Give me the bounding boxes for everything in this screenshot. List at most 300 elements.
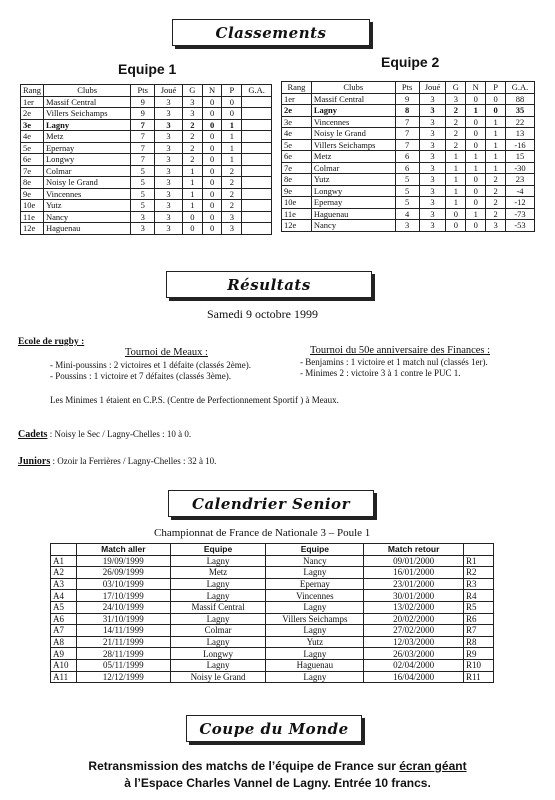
cell-pts: 5 xyxy=(395,197,419,209)
column-header: Clubs xyxy=(311,82,395,94)
ecole-de-rugby-label: Ecole de rugby : xyxy=(18,337,85,347)
cell-ga: -16 xyxy=(506,139,535,151)
coupe-du-monde-title: Coupe du Monde xyxy=(199,719,349,738)
cell-pts: 3 xyxy=(131,211,155,223)
cell-retour: 16/01/2000 xyxy=(364,567,464,579)
cell-n: 0 xyxy=(466,139,486,151)
cell-club: Villers Seichamps xyxy=(43,108,130,120)
cell-pts: 7 xyxy=(395,139,419,151)
cell-eq1: Lagny xyxy=(170,659,266,671)
cell-joue: 3 xyxy=(419,174,446,186)
table-row xyxy=(282,162,535,174)
cell-club: Nancy xyxy=(43,211,130,223)
table-row xyxy=(282,139,535,151)
cell-pts: 6 xyxy=(395,151,419,163)
juniors-result xyxy=(18,456,216,467)
column-header: Match aller xyxy=(76,544,170,556)
footer-line-2: à l’Espace Charles Vannel de Lagny. Entrée 10 francs. xyxy=(124,776,431,790)
cell-pts: 7 xyxy=(131,142,155,154)
cell-a: A3 xyxy=(51,578,77,590)
table-row xyxy=(21,131,272,143)
cadets-label: Cadets xyxy=(18,429,48,440)
cell-rang: 4e xyxy=(21,131,44,143)
cell-r: R4 xyxy=(464,590,494,602)
cell-retour: 02/04/2000 xyxy=(364,659,464,671)
cell-rang: 1er xyxy=(21,96,44,108)
cell-rang: 11e xyxy=(21,211,44,223)
cell-n: 0 xyxy=(466,93,486,105)
column-header: G xyxy=(182,85,202,97)
cell-pts: 4 xyxy=(395,208,419,220)
cell-g: 1 xyxy=(446,185,466,197)
cell-joue: 3 xyxy=(155,142,183,154)
tournoi-meaux-title: Tournoi de Meaux : xyxy=(125,347,208,358)
cell-club: Colmar xyxy=(311,162,395,174)
cell-rang: 9e xyxy=(21,188,44,200)
column-header: Rang xyxy=(21,85,44,97)
cell-aller: 17/10/1999 xyxy=(76,590,170,602)
cell-n: 0 xyxy=(202,165,222,177)
footer-announcement xyxy=(10,758,545,792)
cell-joue: 3 xyxy=(155,96,183,108)
cell-ga xyxy=(242,131,272,143)
cell-r: R11 xyxy=(464,671,494,683)
table-row xyxy=(21,223,272,235)
table-row xyxy=(282,105,535,117)
resultats-title: Résultats xyxy=(227,275,311,294)
column-header: Match retour xyxy=(364,544,464,556)
cell-pts: 7 xyxy=(131,119,155,131)
cell-p: 2 xyxy=(222,177,242,189)
cell-ga xyxy=(242,154,272,166)
cell-g: 1 xyxy=(446,162,466,174)
table-row xyxy=(51,613,494,625)
cell-club: Lagny xyxy=(311,105,395,117)
cell-ga xyxy=(242,200,272,212)
cell-g: 2 xyxy=(182,154,202,166)
cell-r: R9 xyxy=(464,648,494,660)
cell-p: 1 xyxy=(486,139,506,151)
column-header: Rang xyxy=(282,82,312,94)
table-row xyxy=(51,601,494,613)
cell-retour: 09/01/2000 xyxy=(364,555,464,567)
cell-joue: 3 xyxy=(419,197,446,209)
minimes-note: Les Minimes 1 étaient en C.P.S. (Centre de Perfectionnement Sportif ) à Meaux. xyxy=(50,395,339,405)
cell-p: 1 xyxy=(486,116,506,128)
cell-pts: 7 xyxy=(395,128,419,140)
cell-retour: 26/03/2000 xyxy=(364,648,464,660)
cadets-result xyxy=(18,429,191,440)
cell-ga xyxy=(242,108,272,120)
table-row xyxy=(282,208,535,220)
table-row xyxy=(282,185,535,197)
cell-eq2: Vincennes xyxy=(266,590,364,602)
table-row xyxy=(51,636,494,648)
classements-banner xyxy=(172,19,370,46)
cell-n: 0 xyxy=(466,185,486,197)
table-row xyxy=(51,625,494,637)
cell-g: 0 xyxy=(446,208,466,220)
table-row xyxy=(282,116,535,128)
cell-pts: 3 xyxy=(395,220,419,232)
cell-g: 1 xyxy=(446,151,466,163)
cell-joue: 3 xyxy=(419,185,446,197)
cell-g: 0 xyxy=(446,220,466,232)
column-header: Equipe xyxy=(170,544,266,556)
cell-joue: 3 xyxy=(419,93,446,105)
cell-aller: 24/10/1999 xyxy=(76,601,170,613)
cell-eq2: Lagny xyxy=(266,671,364,683)
cell-rang: 6e xyxy=(21,154,44,166)
table-row xyxy=(51,555,494,567)
cell-eq2: Lagny xyxy=(266,625,364,637)
cell-rang: 10e xyxy=(282,197,312,209)
cell-club: Noisy le Grand xyxy=(43,177,130,189)
cell-p: 0 xyxy=(486,93,506,105)
cadets-score: : Noisy le Sec / Lagny-Chelles : 10 à 0. xyxy=(47,429,192,439)
cell-n: 1 xyxy=(466,162,486,174)
cell-club: Nancy xyxy=(311,220,395,232)
cell-rang: 8e xyxy=(21,177,44,189)
cell-ga: -73 xyxy=(506,208,535,220)
cell-ga: -30 xyxy=(506,162,535,174)
cell-eq1: Longwy xyxy=(170,648,266,660)
cell-rang: 1er xyxy=(282,93,312,105)
cell-a: A2 xyxy=(51,567,77,579)
cell-a: A6 xyxy=(51,613,77,625)
cell-r: R2 xyxy=(464,567,494,579)
cell-g: 2 xyxy=(446,116,466,128)
table-row xyxy=(21,119,272,131)
cell-r: R3 xyxy=(464,578,494,590)
cell-joue: 3 xyxy=(155,154,183,166)
cell-pts: 5 xyxy=(395,174,419,186)
cell-rang: 8e xyxy=(282,174,312,186)
table-row xyxy=(21,200,272,212)
cell-n: 1 xyxy=(466,151,486,163)
table-header-row xyxy=(21,85,272,97)
table-row xyxy=(21,177,272,189)
cell-eq2: Lagny xyxy=(266,601,364,613)
cell-joue: 3 xyxy=(155,165,183,177)
cell-g: 2 xyxy=(182,131,202,143)
cell-n: 0 xyxy=(466,116,486,128)
cell-r: R1 xyxy=(464,555,494,567)
table-row xyxy=(21,108,272,120)
cell-r: R5 xyxy=(464,601,494,613)
cell-joue: 3 xyxy=(155,177,183,189)
cell-eq1: Lagny xyxy=(170,578,266,590)
equipe1-title: Equipe 1 xyxy=(118,61,177,77)
table-row xyxy=(51,671,494,683)
cell-r: R6 xyxy=(464,613,494,625)
cell-p: 1 xyxy=(222,119,242,131)
column-header: Joué xyxy=(155,85,183,97)
column-header: Equipe xyxy=(266,544,364,556)
cell-a: A10 xyxy=(51,659,77,671)
cell-pts: 5 xyxy=(395,185,419,197)
column-header: Joué xyxy=(419,82,446,94)
cell-ga: 88 xyxy=(506,93,535,105)
cell-club: Villers Seichamps xyxy=(311,139,395,151)
table-row xyxy=(282,151,535,163)
tournoi-meaux-results xyxy=(50,360,251,382)
cell-ga xyxy=(242,188,272,200)
cell-n: 0 xyxy=(202,223,222,235)
championnat-title: Championnat de France de Nationale 3 – Poule 1 xyxy=(154,527,371,539)
cell-g: 2 xyxy=(182,142,202,154)
cell-pts: 5 xyxy=(131,165,155,177)
cell-club: Haguenau xyxy=(43,223,130,235)
cell-p: 1 xyxy=(222,131,242,143)
cell-rang: 7e xyxy=(282,162,312,174)
calendrier-title: Calendrier Senior xyxy=(192,494,350,513)
cell-a: A5 xyxy=(51,601,77,613)
cell-rang: 3e xyxy=(282,116,312,128)
column-header: G.A. xyxy=(506,82,535,94)
cell-aller: 21/11/1999 xyxy=(76,636,170,648)
table-row xyxy=(21,188,272,200)
cell-pts: 8 xyxy=(395,105,419,117)
cell-pts: 7 xyxy=(131,154,155,166)
cell-a: A7 xyxy=(51,625,77,637)
table-row xyxy=(282,93,535,105)
cell-club: Massif Central xyxy=(43,96,130,108)
cell-ga xyxy=(242,211,272,223)
cell-club: Epernay xyxy=(43,142,130,154)
tournoi-finances-title: Tournoi du 50e anniversaire des Finances : xyxy=(310,345,491,356)
cell-aller: 26/09/1999 xyxy=(76,567,170,579)
cell-ga: 35 xyxy=(506,105,535,117)
table-row xyxy=(51,648,494,660)
cell-rang: 5e xyxy=(282,139,312,151)
cell-club: Longwy xyxy=(43,154,130,166)
cell-pts: 5 xyxy=(131,177,155,189)
cell-aller: 05/11/1999 xyxy=(76,659,170,671)
cell-ga xyxy=(242,177,272,189)
cell-p: 0 xyxy=(486,105,506,117)
cell-eq2: Yutz xyxy=(266,636,364,648)
cell-ga xyxy=(242,96,272,108)
cell-n: 0 xyxy=(202,119,222,131)
cell-n: 0 xyxy=(202,177,222,189)
cell-pts: 5 xyxy=(131,200,155,212)
cell-n: 0 xyxy=(466,197,486,209)
cell-retour: 12/03/2000 xyxy=(364,636,464,648)
table-row xyxy=(21,96,272,108)
cell-club: Colmar xyxy=(43,165,130,177)
cell-p: 3 xyxy=(486,220,506,232)
tournoi-finances-results xyxy=(300,357,488,379)
cell-n: 0 xyxy=(202,200,222,212)
table-header-row xyxy=(282,82,535,94)
cell-p: 0 xyxy=(222,108,242,120)
cell-eq2: Lagny xyxy=(266,567,364,579)
classements-title: Classements xyxy=(215,23,327,42)
table-row xyxy=(282,174,535,186)
cell-rang: 11e xyxy=(282,208,312,220)
cell-joue: 3 xyxy=(155,119,183,131)
cell-p: 3 xyxy=(222,211,242,223)
cell-n: 0 xyxy=(466,128,486,140)
cell-retour: 27/02/2000 xyxy=(364,625,464,637)
cell-joue: 3 xyxy=(419,208,446,220)
cell-eq2: Lagny xyxy=(266,648,364,660)
cell-rang: 12e xyxy=(282,220,312,232)
cell-rang: 3e xyxy=(21,119,44,131)
juniors-label: Juniors xyxy=(18,456,51,467)
cell-n: 0 xyxy=(202,211,222,223)
cell-ga: 22 xyxy=(506,116,535,128)
cell-aller: 31/10/1999 xyxy=(76,613,170,625)
cell-g: 3 xyxy=(182,96,202,108)
cell-ga: 13 xyxy=(506,128,535,140)
table-row xyxy=(282,220,535,232)
equipe2-title: Equipe 2 xyxy=(381,54,440,70)
cell-rang: 5e xyxy=(21,142,44,154)
cell-joue: 3 xyxy=(419,105,446,117)
column-header xyxy=(464,544,494,556)
column-header: N xyxy=(202,85,222,97)
cell-eq1: Metz xyxy=(170,567,266,579)
cell-pts: 6 xyxy=(395,162,419,174)
cell-club: Vincennes xyxy=(311,116,395,128)
cell-n: 0 xyxy=(202,188,222,200)
column-header: G.A. xyxy=(242,85,272,97)
cell-g: 2 xyxy=(182,119,202,131)
table-row xyxy=(21,154,272,166)
cell-aller: 14/11/1999 xyxy=(76,625,170,637)
cell-aller: 19/09/1999 xyxy=(76,555,170,567)
cell-eq1: Lagny xyxy=(170,590,266,602)
cell-ga: 15 xyxy=(506,151,535,163)
cell-ga xyxy=(242,165,272,177)
cell-p: 2 xyxy=(222,165,242,177)
cell-rang: 7e xyxy=(21,165,44,177)
cell-eq1: Noisy le Grand xyxy=(170,671,266,683)
cell-joue: 3 xyxy=(419,151,446,163)
cell-g: 0 xyxy=(182,223,202,235)
cell-eq1: Massif Central xyxy=(170,601,266,613)
cell-p: 1 xyxy=(486,151,506,163)
cell-g: 1 xyxy=(182,188,202,200)
cell-pts: 5 xyxy=(131,188,155,200)
cell-club: Massif Central xyxy=(311,93,395,105)
equipe1-standings-table xyxy=(20,84,272,235)
juniors-score: : Ozoir la Ferrières / Lagny-Chelles : 32 à 10. xyxy=(50,456,217,466)
cell-n: 0 xyxy=(202,142,222,154)
cell-g: 3 xyxy=(446,93,466,105)
cell-rang: 12e xyxy=(21,223,44,235)
column-header: P xyxy=(486,82,506,94)
column-header: G xyxy=(446,82,466,94)
cell-rang: 6e xyxy=(282,151,312,163)
cell-p: 2 xyxy=(486,185,506,197)
cell-rang: 2e xyxy=(21,108,44,120)
cell-n: 1 xyxy=(466,105,486,117)
cell-retour: 16/04/2000 xyxy=(364,671,464,683)
cell-ga: 23 xyxy=(506,174,535,186)
cell-r: R10 xyxy=(464,659,494,671)
cell-r: R8 xyxy=(464,636,494,648)
cell-club: Metz xyxy=(311,151,395,163)
cell-g: 2 xyxy=(446,105,466,117)
cell-eq1: Lagny xyxy=(170,613,266,625)
cell-retour: 20/02/2000 xyxy=(364,613,464,625)
cell-ga: -53 xyxy=(506,220,535,232)
table-row xyxy=(51,659,494,671)
cell-joue: 3 xyxy=(155,223,183,235)
cell-rang: 2e xyxy=(282,105,312,117)
table-row xyxy=(21,142,272,154)
table-row xyxy=(21,211,272,223)
cell-a: A8 xyxy=(51,636,77,648)
cell-club: Longwy xyxy=(311,185,395,197)
cell-g: 1 xyxy=(446,174,466,186)
equipe2-standings-table xyxy=(281,81,535,232)
table-header-row xyxy=(51,544,494,556)
cell-retour: 30/01/2000 xyxy=(364,590,464,602)
cell-ga xyxy=(242,223,272,235)
cell-p: 3 xyxy=(222,223,242,235)
cell-club: Yutz xyxy=(311,174,395,186)
cell-club: Noisy le Grand xyxy=(311,128,395,140)
cell-club: Lagny xyxy=(43,119,130,131)
cell-p: 2 xyxy=(486,197,506,209)
column-header: Pts xyxy=(395,82,419,94)
column-header: N xyxy=(466,82,486,94)
cell-joue: 3 xyxy=(155,108,183,120)
cell-joue: 3 xyxy=(419,128,446,140)
cell-aller: 12/12/1999 xyxy=(76,671,170,683)
cell-retour: 13/02/2000 xyxy=(364,601,464,613)
cell-joue: 3 xyxy=(419,162,446,174)
cell-ga: -12 xyxy=(506,197,535,209)
cell-rang: 9e xyxy=(282,185,312,197)
cell-a: A9 xyxy=(51,648,77,660)
cell-n: 0 xyxy=(202,154,222,166)
cell-g: 1 xyxy=(446,197,466,209)
cell-n: 0 xyxy=(466,174,486,186)
footer-line-1: Retransmission des matchs de l’équipe de France sur écran géant xyxy=(88,759,467,773)
cell-p: 1 xyxy=(222,142,242,154)
cell-joue: 3 xyxy=(155,131,183,143)
cell-pts: 3 xyxy=(131,223,155,235)
ecran-geant-text: écran géant xyxy=(399,759,467,773)
cell-rang: 10e xyxy=(21,200,44,212)
list-item: - Poussins : 1 victoire et 7 défaites (classés 3ème). xyxy=(50,371,231,381)
list-item: - Benjamins : 1 victoire et 1 match nul (classés 1er). xyxy=(300,357,488,367)
calendar-table xyxy=(50,543,494,683)
cell-a: A11 xyxy=(51,671,77,683)
cell-pts: 9 xyxy=(131,108,155,120)
list-item: - Mini-poussins : 2 victoires et 1 défaite (classés 2ème). xyxy=(50,360,251,370)
cell-g: 1 xyxy=(182,200,202,212)
cell-aller: 28/11/1999 xyxy=(76,648,170,660)
cell-n: 1 xyxy=(466,208,486,220)
column-header xyxy=(51,544,77,556)
cell-joue: 3 xyxy=(419,220,446,232)
cell-p: 2 xyxy=(222,200,242,212)
table-row xyxy=(51,590,494,602)
cell-p: 1 xyxy=(222,154,242,166)
cell-n: 0 xyxy=(466,220,486,232)
cell-p: 2 xyxy=(486,174,506,186)
cell-pts: 9 xyxy=(395,93,419,105)
cell-aller: 03/10/1999 xyxy=(76,578,170,590)
cell-p: 0 xyxy=(222,96,242,108)
cell-ga: -4 xyxy=(506,185,535,197)
